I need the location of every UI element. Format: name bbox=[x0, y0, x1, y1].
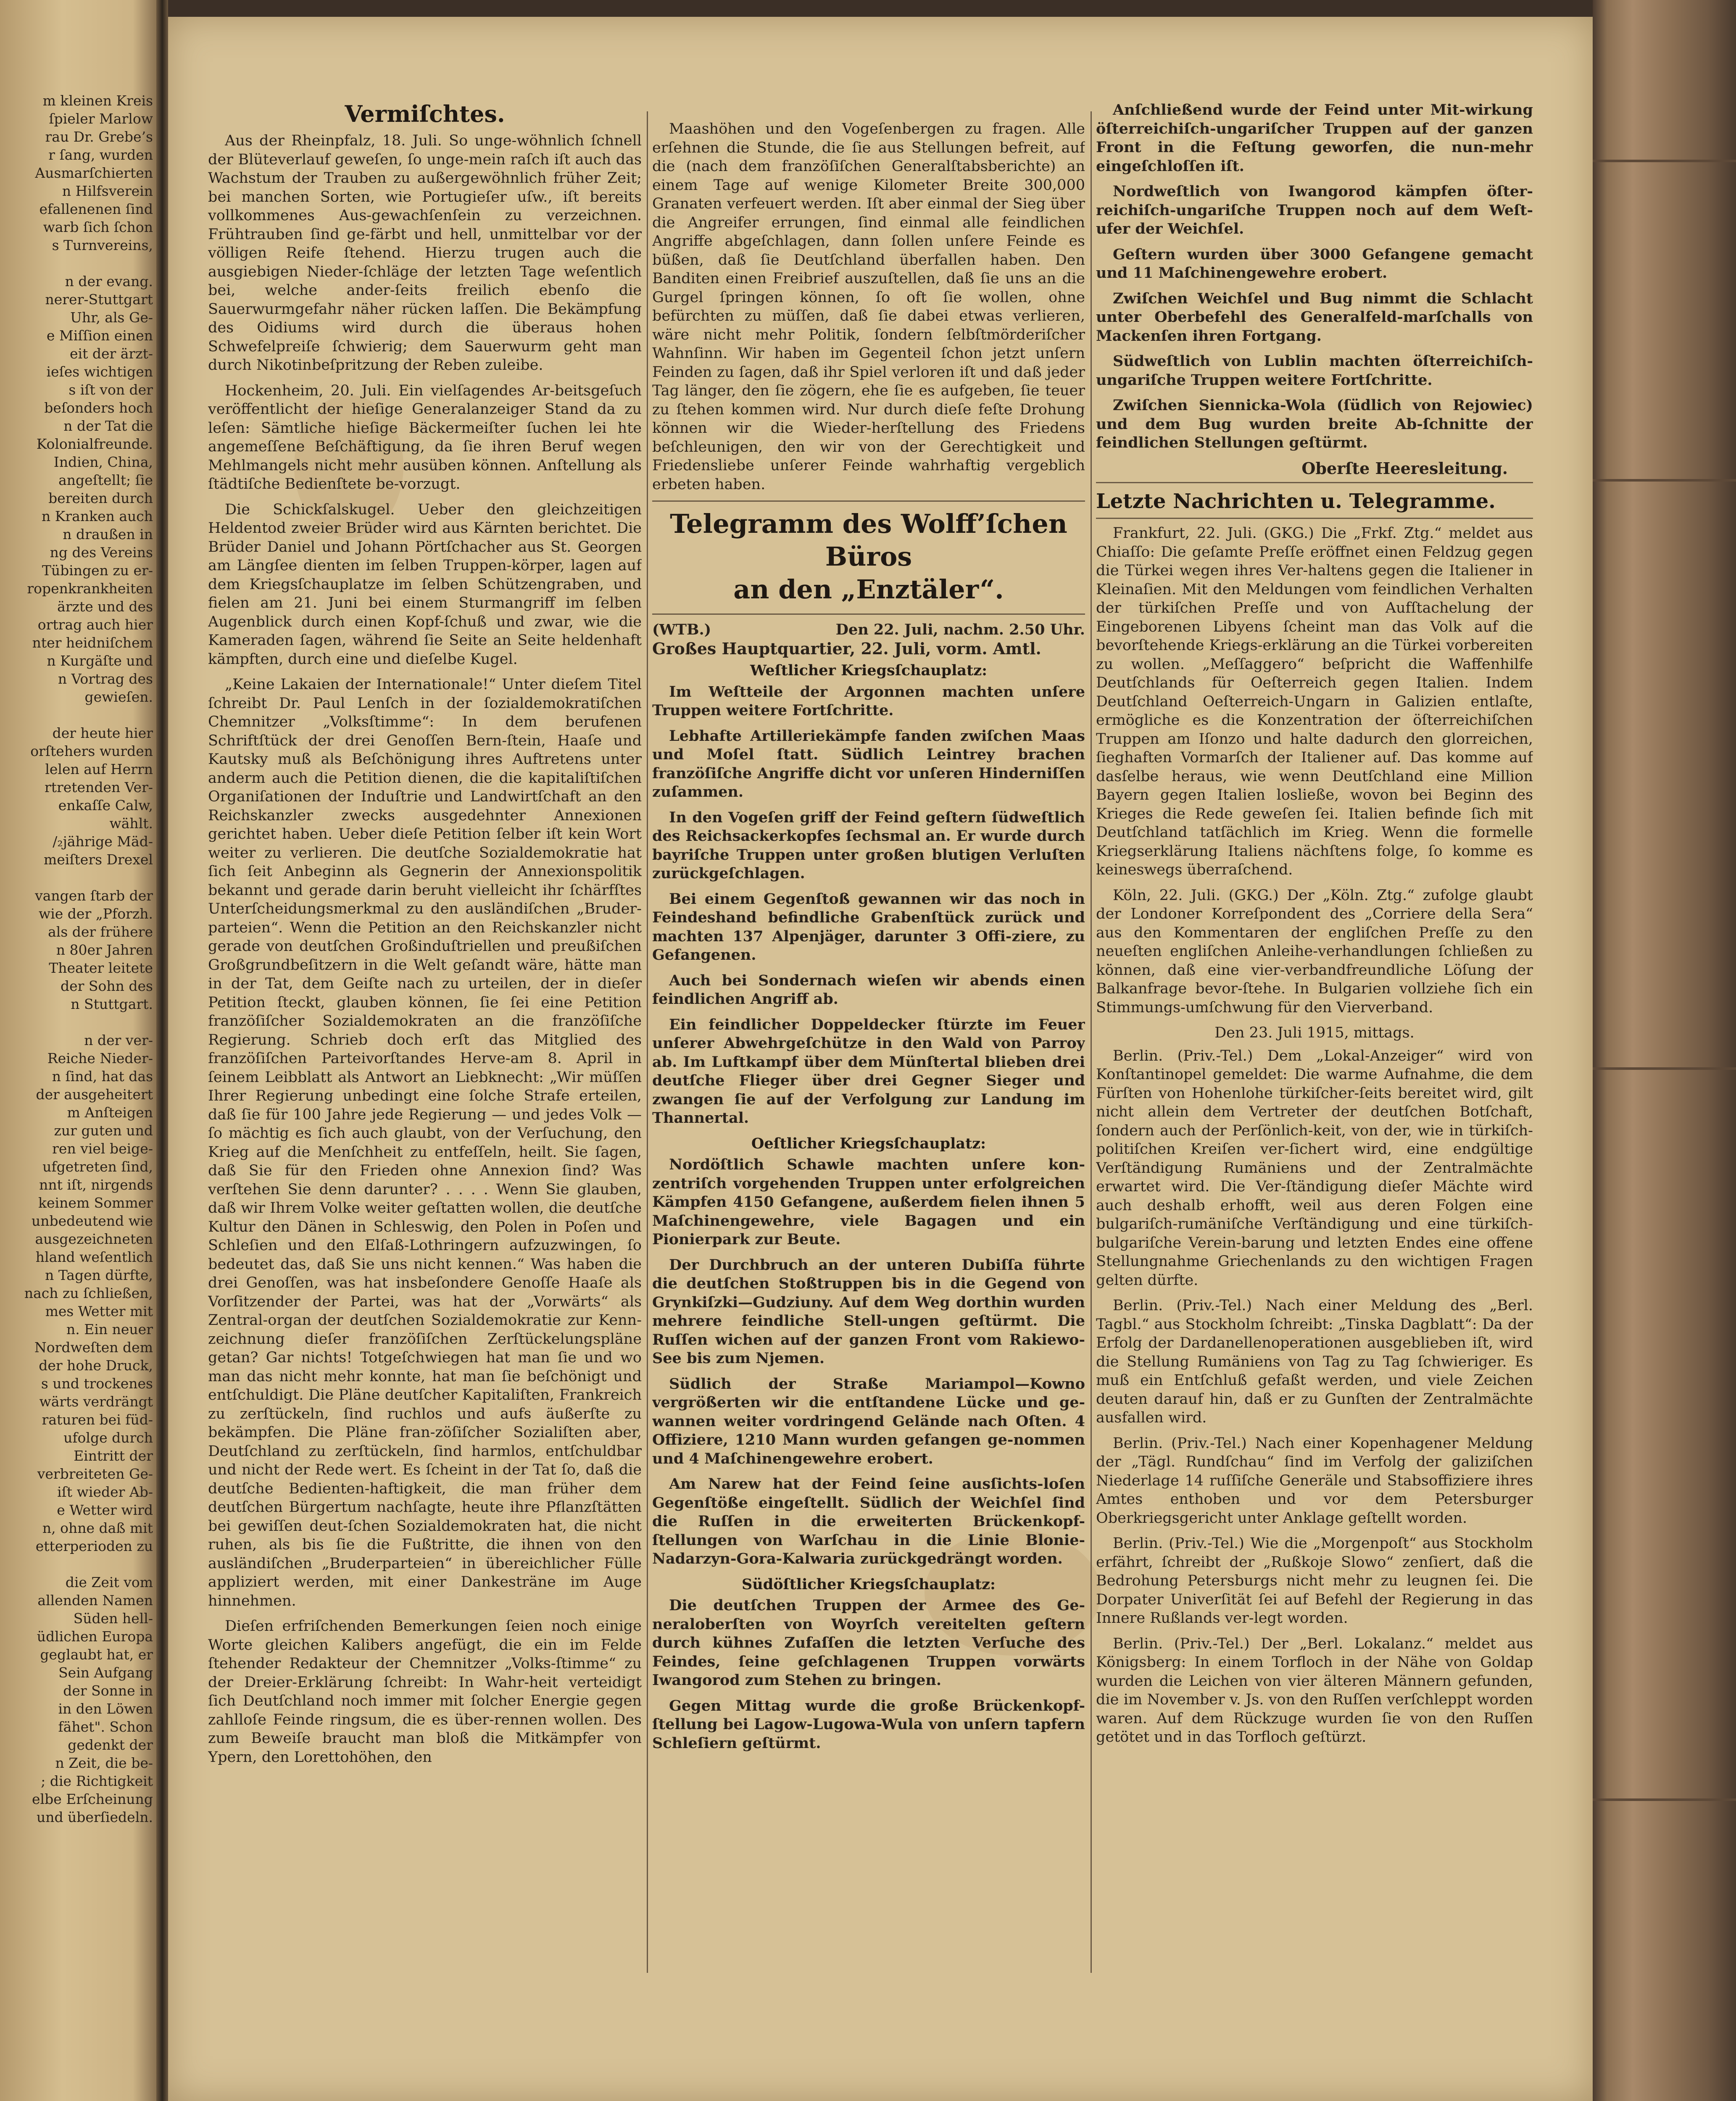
section-rule bbox=[652, 500, 1085, 502]
left-page-line: als der frühere bbox=[48, 924, 153, 940]
column-3-top-report bbox=[1096, 101, 1533, 453]
article-paragraph: Hockenheim, 20. Juli. Ein vielſagendes Ar-beitsgeſuch veröffentlicht der hieſige Generalanzeiger Stand da zu leſen: Sämtliche hieſige Bäckermeiſter ſuchen lei hte angemeſſene Beſchäftigung, da ſie ihren Beruf wegen Mehlmangels nicht mehr ausüben können. Anſtellung als ſtädtiſche Bedienſtete be-vorzugt. bbox=[208, 382, 642, 492]
left-page-line: Uhr, als Ge- bbox=[70, 309, 153, 326]
left-page-line: ausgezeichneten bbox=[35, 1231, 153, 1247]
left-page-line: meiſters Drexel bbox=[43, 851, 153, 868]
east-front-heading: Oeſtlicher Kriegsſchauplatz: bbox=[751, 1135, 986, 1152]
left-page-line bbox=[2, 254, 153, 272]
report-paragraph: Südlich der Straße Mariampol—Kowno vergrößerten wir die entſtandene Lücke und ge-wannen weiter vordringend Gelände nach Oſten. 4 Offiziere, 1210 Mann wurden gefangen ge-nommen und 4 Maſchinengewehre erobert. bbox=[652, 1375, 1085, 1467]
left-page-line: eit der ärzt- bbox=[70, 345, 153, 362]
left-page-line bbox=[2, 1013, 153, 1031]
left-page-line: m Anſteigen bbox=[67, 1104, 153, 1121]
left-page-line: raturen bei füd- bbox=[42, 1411, 153, 1428]
left-page-line: wie der „Pforzh. bbox=[38, 906, 153, 922]
left-page-line: e Wetter wird bbox=[57, 1502, 153, 1518]
spine-band bbox=[1593, 1067, 1736, 1070]
left-page-line: nerer-Stuttgart bbox=[45, 291, 153, 308]
news-paragraph: Berlin. (Priv.-Tel.) Der „Berl. Lokalanz.“ meldet aus Königsberg: In einem Torfloch in der Nähe von Goldap wurden die Leichen von vier älteren Männern gefunden, die im November v. Js. von den Ruſſen verſchleppt worden waren. Auf dem Rückzuge wurden ſie von den Ruſſen getötet und in das Torfloch geſtürzt. bbox=[1096, 1635, 1533, 1746]
left-page-line: der heute hier bbox=[52, 725, 153, 741]
left-page-line bbox=[2, 869, 153, 887]
section-rule bbox=[1096, 482, 1533, 483]
left-page-line: n. Ein neuer bbox=[66, 1321, 153, 1337]
left-page-line: und überſiedeln. bbox=[36, 1809, 153, 1825]
left-page-line: angeſtellt; ſie bbox=[58, 472, 153, 488]
left-page-line: /₂jährige Mäd- bbox=[53, 833, 153, 850]
wtb-agency: (WTB.) bbox=[652, 621, 711, 638]
left-page-line: n der Tat die bbox=[63, 418, 153, 434]
report-paragraph: Bei einem Gegenſtoß gewannen wir das noch in Feindeshand befindliche Grabenſtück zurück und machten 137 Alpenjäger, darunter 3 Offi-ziere, zu Gefangenen. bbox=[652, 890, 1085, 964]
left-page-line: s Turnvereins, bbox=[52, 237, 153, 253]
report-paragraph: Nordweſtlich von Iwangorod kämpfen öſter-reichiſch-ungariſche Truppen noch auf dem Weſt-ufer der Weichſel. bbox=[1096, 183, 1533, 237]
left-page-line: Indien, China, bbox=[53, 454, 153, 470]
book-gutter bbox=[156, 0, 168, 2101]
report-paragraph: Der Durchbruch an der unteren Dubiſſa führte die deutſchen Stoßtruppen bis in die Gegend von Grynkiſzki—Gudziuny. Auf dem Weg dorthin wurden mehrere feindliche Stell-ungen geſtürmt. Die Ruſſen wichen auf der ganzen Front vom Rakiewo-See bis zum Njemen. bbox=[652, 1256, 1085, 1367]
left-page-line: n Tagen dürfte, bbox=[45, 1267, 153, 1283]
left-page-line: wählt. bbox=[109, 815, 153, 832]
left-page-line: n Vortrag des bbox=[58, 671, 153, 687]
latest-news-body bbox=[1096, 524, 1533, 1017]
left-page-line: n Kurgäſte und bbox=[47, 653, 153, 669]
article-paragraph: Die Schickſalskugel. Ueber den gleichzeitigen Heldentod zweier Brüder wird aus Kärnten berichtet. Die Brüder Daniel und Johann Pörtſchacher aus St. Georgen am Längſee dienten im ſelben Truppen-körper, lagen auf dem Kriegsſchauplatze im ſelben Schützengraben, und fielen am 21. Juni bei einem Sturmangriff im ſelben Augenblick durch einen Kopf-ſchuß und zwar, wie die Kameraden ſagen, während ſie Seite an Seite heldenhaft kämpften, durch eine und dieſelbe Kugel. bbox=[208, 501, 642, 668]
left-page-fragment bbox=[0, 0, 156, 2101]
left-page-line: Ausmarſchierten bbox=[35, 165, 153, 181]
report-paragraph: Im Weſtteile der Argonnen machten unſere Truppen weitere Fortſchritte. bbox=[652, 683, 1085, 719]
book-binding bbox=[1593, 0, 1736, 2101]
left-page-line: der ausgeheitert bbox=[36, 1086, 153, 1103]
southeast-front-heading: Südöſtlicher Kriegsſchauplatz: bbox=[742, 1575, 996, 1593]
left-page-line: e Miſſion einen bbox=[46, 327, 153, 344]
column-1-body bbox=[208, 132, 642, 1767]
left-page-line: n der ver- bbox=[84, 1032, 153, 1048]
left-page-line: ng des Vereins bbox=[50, 544, 153, 561]
southeast-front-report bbox=[652, 1596, 1085, 1753]
report-paragraph: Ein feindlicher Doppeldecker ſtürzte im Feuer unſerer Abwehrgeſchütze in den Wald von Parroy ab. Im Luftkampf über dem Münſtertal blieben drei deutſche Flieger über drei Gegner Sieger und zwangen ſie auf der Verfolgung zur Landung im Thannertal. bbox=[652, 1016, 1085, 1127]
left-page-line: nach zu ſchließen, bbox=[24, 1285, 153, 1301]
report-paragraph: Zwiſchen Siennicka-Wola (ſüdlich von Rejowiec) und dem Bug wurden breite Ab-ſchnitte der feindlichen Stellungen geſtürmt. bbox=[1096, 397, 1533, 451]
left-page-line bbox=[2, 1555, 153, 1573]
left-page-line: warb ſich ſchon bbox=[43, 219, 153, 235]
column-divider bbox=[647, 111, 648, 1973]
report-paragraph: Südweſtlich von Lublin machten öſterreichiſch-ungariſche Truppen weitere Fortſchritte. bbox=[1096, 353, 1533, 389]
headquarters-line: Großes Hauptquartier, 22. Juli, vorm. Amtl. bbox=[652, 639, 1041, 658]
wtb-time: Den 22. Juli, nachm. 2.50 Uhr. bbox=[835, 621, 1085, 638]
left-page-line: n Stuttgart. bbox=[71, 996, 153, 1012]
left-page-line: Theater leitete bbox=[49, 960, 153, 976]
news-paragraph: Frankfurt, 22. Juli. (GKG.) Die „Frkf. Ztg.“ meldet aus Chiaſſo: Die geſamte Preſſe eröffnet einen Feldzug gegen die Türkei wegen ihres Ver-haltens gegen die Italiener in Kleinaſien. Mit den Meldungen vom feindlichen Verhalten der türkiſchen Preſſe und von Aufſtachelung der Eingeborenen Libyens ſcheint man das Volk auf die bevorſtehende Kriegs-erklärung an die Türkei vorbereiten zu wollen. „Meſſaggero“ beſpricht die Waffenhilfe Deutſchlands für Oeſterreich gegen Italien. Indem Deutſchland Oeſterreich-Ungarn in Galizien entlaſte, ermögliche es die Konzentration der öſterreichiſchen Truppen am Iſonzo und halte dadurch den glorreichen, ſieghaften Vormarſch der Italiener auf. Das komme auf dasſelbe heraus, wie wenn Deutſchland eine Million Bayern gegen Italien losließe, wovon bei Beginn des Krieges die Rede geweſen ſei. Italien befinde ſich mit Deutſchland tatſächlich im Krieg. Wenn die formelle Kriegserklärung Italiens nächſtens folge, ſo komme es keineswegs überraſchend. bbox=[1096, 525, 1533, 878]
left-page-line: unbedeutend wie bbox=[31, 1213, 153, 1229]
section-heading-vermischtes: Vermiſchtes. bbox=[345, 100, 505, 127]
report-paragraph: Lebhafte Artilleriekämpfe fanden zwiſchen Maas und Moſel ſtatt. Südlich Leintrey brachen franzöſiſche Angriffe dicht vor unſeren Hinderniſſen zuſammen. bbox=[652, 727, 1085, 800]
left-page-line: zur guten und bbox=[54, 1122, 153, 1139]
news-paragraph: Köln, 22. Juli. (GKG.) Der „Köln. Ztg.“ zufolge glaubt der Londoner Korreſpondent des „Corriere della Sera“ aus den Kommentaren der engliſchen Preſſe zu den neueſten engliſchen Anleihe-verhandlungen ſchließen zu können, daß eine vier-verbandfreundliche Löſung der Balkanfrage bevor-ſtehe. In Bulgarien vollziehe ſich ein Stimmungs-umſchwung für den Vierverband. bbox=[1096, 887, 1533, 1016]
left-page-line: die Zeit vom bbox=[65, 1574, 153, 1590]
left-page-line: bereiten durch bbox=[48, 490, 153, 506]
left-page-line: n draußen in bbox=[63, 526, 153, 542]
east-front-report bbox=[652, 1156, 1085, 1569]
left-page-line: vangen ſtarb der bbox=[35, 887, 153, 904]
left-page-line: nter heidniſchem bbox=[32, 635, 153, 651]
left-page-line: enkaſſe Calw, bbox=[58, 797, 153, 814]
report-paragraph: Auch bei Sondernach wieſen wir abends einen feindlichen Angriff ab. bbox=[652, 972, 1085, 1008]
article-paragraph: Aus der Rheinpfalz, 18. Juli. So unge-wöhnlich ſchnell der Blüteverlauf geweſen, ſo unge-mein raſch iſt auch das Wachstum der Trauben zu außergewöhnlich früher Zeit; bei manchen Sorten, wie Portugieſer uſw., iſt bereits vollkommenes Aus-gewachſenſein zu verzeichnen. Frühtrauben ſind ge-färbt und hell, unmittelbar vor der völligen Reife ſtehend. Hierzu trugen auch die ausgiebigen Nieder-ſchläge der letzten Tage weſentlich bei, welche ander-ſeits freilich ebenſo die Sauerwurmgefahr näher rücken laſſen. Die Bekämpfung des Oidiums wird durch die überaus hohen Schwefelpreiſe ſchwierig; dem Sauerwurm geht man durch Nikotinbeſpritzung der Reben zuleibe. bbox=[208, 132, 642, 374]
left-page-line: Kolonialfreunde. bbox=[36, 436, 153, 452]
left-page-line: fähet". Schon bbox=[58, 1719, 153, 1735]
spine-band bbox=[1593, 1798, 1736, 1801]
telegram-heading: Telegramm des Wolff’ſchen Büros bbox=[670, 508, 1067, 572]
left-page-line: der Sonne in bbox=[63, 1682, 153, 1699]
left-page-line: n, ohne daß mit bbox=[42, 1520, 153, 1536]
report-paragraph: Gegen Mittag wurde die große Brückenkopf-ſtellung bei Lagow-Lugowa-Wula von unſern tapfern Schleſiern geſtürmt. bbox=[652, 1697, 1085, 1752]
left-page-line: Sein Aufgang bbox=[58, 1664, 153, 1681]
article-paragraph: Dieſen erfriſchenden Bemerkungen ſeien noch einige Worte gleichen Kalibers angefügt, die ein im Felde ſtehender Redakteur der Chemnitzer „Volks-ſtimme“ zu der Dreier-Erklärung ſchreibt: In Wahr-heit verteidigt ſich Deutſchland noch immer mit ſolcher Energie gegen zahlloſe Feinde ringsum, die es über-rennen wollen. Des zum Beweiſe braucht man bloß die Mitkämpfer von Ypern, den Lorettohöhen, den bbox=[208, 1618, 642, 1766]
spine-band bbox=[1593, 160, 1736, 162]
telegram-subheading: an den „Enztäler“. bbox=[733, 574, 1004, 605]
column-divider bbox=[1091, 111, 1092, 1973]
report-paragraph: Geſtern wurden über 3000 Gefangene gemacht und 11 Maſchinengewehre erobert. bbox=[1096, 245, 1533, 282]
left-page-text bbox=[2, 92, 153, 1826]
latest-news-heading: Letzte Nachrichten u. Telegramme. bbox=[1096, 490, 1496, 513]
left-page-line: r ſang, wurden bbox=[48, 147, 153, 163]
left-page-line: geglaubt hat, er bbox=[40, 1646, 153, 1663]
section-rule bbox=[652, 613, 1085, 615]
left-page-line: efallenenen ſind bbox=[39, 201, 153, 217]
left-page-line: n Kranken auch bbox=[41, 508, 153, 524]
left-page-line: verbreiteten Ge- bbox=[37, 1466, 153, 1482]
left-page-line: lelen auf Herrn bbox=[45, 761, 153, 777]
left-page-line: ufgetreten ſind, bbox=[42, 1158, 153, 1175]
left-page-line: n ſind, hat das bbox=[52, 1068, 153, 1085]
left-page-line: iſt wieder Ab- bbox=[57, 1484, 153, 1500]
left-page-line: ren viel beige- bbox=[52, 1140, 153, 1157]
left-page-line: keinem Sommer bbox=[38, 1195, 153, 1211]
left-page-line: ärzte und des bbox=[57, 598, 153, 615]
left-page-line: ; die Richtigkeit bbox=[41, 1773, 153, 1789]
report-paragraph: Die deutſchen Truppen der Armee des Ge-neraloberſten von Woyrſch vereitelten geſtern durch kühnes Zufaſſen die letzten Verſuche des Feindes, ſeine geſchlagenen Truppen vorwärts Iwangorod zum Stehen zu bringen. bbox=[652, 1597, 1085, 1689]
section-rule bbox=[1096, 518, 1533, 519]
left-page-line: elbe Erſcheinung bbox=[32, 1791, 153, 1807]
column-2-top-text bbox=[652, 120, 1085, 494]
left-page-line: orſtehers wurden bbox=[30, 743, 153, 759]
left-page-line: der Sohn des bbox=[61, 978, 153, 994]
west-front-heading: Weſtlicher Kriegsſchauplatz: bbox=[750, 662, 988, 679]
left-page-line: beſonders hoch bbox=[44, 400, 153, 416]
signature-oberste-heeresleitung: Oberſte Heeresleitung. bbox=[1301, 458, 1508, 478]
left-page-line: allenden Namen bbox=[37, 1592, 153, 1609]
left-page-line bbox=[2, 706, 153, 724]
news-paragraph: Berlin. (Priv.-Tel.) Nach einer Meldung des „Berl. Tagbl.“ aus Stockholm ſchreibt: „Tinska Dagblatt“: Da der Erfolg der Dardanellenoperationen ausgeblieben iſt, wird die Stellung Rumäniens von Tag zu Tag ſchwieriger. Es muß ein Entſchluß gefaßt werden, und viele Zeichen deuten darauf hin, daß er zu Gunſten der Zentralmächte ausfallen wird. bbox=[1096, 1297, 1533, 1426]
report-paragraph: Nordöſtlich Schawle machten unſere kon-zentriſch vorgehenden Truppen unter erfolgreichen Kämpfen 4150 Gefangene, außerdem fielen ihnen 5 Maſchinengewehre, viele Bagagen und ein Pionierpark zur Beute. bbox=[652, 1156, 1085, 1248]
left-page-line: Nordweſten dem bbox=[34, 1339, 153, 1356]
spine-band bbox=[1593, 479, 1736, 482]
left-page-line: Süden hell- bbox=[73, 1610, 153, 1627]
left-page-line: gewieſen. bbox=[84, 689, 153, 705]
news-paragraph: Berlin. (Priv.-Tel.) Nach einer Kopenhagener Meldung der „Tägl. Rundſchau“ ſind im Verfolg der galiziſchen Niederlage 14 ruſſiſche Generäle und Stabsoffiziere ihres Amtes enthoben und vor dem Petersburger Oberkriegsgericht unter Anklage geſtellt worden. bbox=[1096, 1435, 1533, 1527]
article-paragraph: Maashöhen und den Vogeſenbergen zu fragen. Alle erſehnen die Stunde, die ſie aus Stellungen befreit, auf die (nach dem franzöſiſchen Generalſtabsberichte) an einem Tage auf wenige Kilometer Breite 300,000 Granaten verfeuert werden. Iſt aber einmal der Sieg über die Angreifer errungen, ſind einmal alle feindlichen Angriffe abgeſchlagen, dann ſollen unſere Feinde es büßen, daß ſie Deutſchland überfallen haben. Den Banditen einen Freibrief auszuſtellen, daß ſie uns an die Gurgel ſpringen können, ſo oft ſie wollen, ohne befürchten zu müſſen, daß ſie dabei etwas verlieren, wäre nicht mehr Politik, ſondern ſelbſtmörderiſcher Wahnſinn. Wir haben im Gegenteil ſchon jetzt unſern Feinden zu ſagen, daß ihr Spiel verloren iſt und daß jeder Tag länger, den ſie zögern, ehe ſie es aufgeben, ſie teuer zu ſtehen kommen wird. Nur durch dieſe feſte Drohung können wir die Wieder-herſtellung des Friedens beſchleunigen, den wir von der Gerechtigkeit und Friedensliebe unſerer Feinde wahrhaftig vergeblich erbeten haben. bbox=[652, 121, 1085, 493]
left-page-line: der hohe Druck, bbox=[39, 1357, 153, 1374]
left-page-line: n Hilfsverein bbox=[62, 183, 153, 199]
left-page-line: rtretenden Ver- bbox=[44, 779, 153, 795]
news-date-line: Den 23. Juli 1915, mittags. bbox=[1214, 1024, 1415, 1041]
left-page-line: hland weſentlich bbox=[35, 1249, 153, 1265]
report-paragraph: In den Vogeſen griff der Feind geſtern ſüdweſtlich des Reichsackerkopfes ſechsmal an. Er wurde durch bayriſche Truppen unter großen blutigen Verluſten zurückgeſchlagen. bbox=[652, 808, 1085, 882]
left-page-line: ortrag auch hier bbox=[37, 616, 153, 633]
left-page-line: ſpieler Marlow bbox=[49, 111, 153, 127]
left-page-line: ieſes wichtigen bbox=[46, 363, 153, 380]
left-page-line: wärts verdrängt bbox=[39, 1393, 153, 1410]
left-page-line: gedenkt der bbox=[68, 1737, 153, 1753]
left-page-line: s iſt von der bbox=[68, 382, 153, 398]
left-page-line: s und trockenes bbox=[41, 1375, 153, 1392]
left-page-line: Reiche Nieder- bbox=[47, 1050, 153, 1066]
column-2 bbox=[652, 120, 1085, 2074]
report-paragraph: Am Narew hat der Feind ſeine ausſichts-loſen Gegenſtöße eingeſtellt. Südlich der Weichſel ſind die Ruſſen in die erweiterten Brückenkopf-ſtellungen von Warſchau in die Linie Blonie-Nadarzyn-Gora-Kalwaria zurückgedrängt worden. bbox=[652, 1475, 1085, 1567]
wtb-dateline bbox=[652, 621, 1085, 640]
west-front-report bbox=[652, 683, 1085, 1128]
column-3 bbox=[1096, 101, 1533, 2076]
left-page-line: üdlichen Europa bbox=[37, 1628, 153, 1645]
left-page-line: ufolge durch bbox=[63, 1430, 153, 1446]
left-page-line: m kleinen Kreis bbox=[42, 92, 153, 109]
left-page-line: n der evang. bbox=[65, 273, 153, 290]
left-page-line: rau Dr. Grebe’s bbox=[45, 129, 153, 145]
news-paragraph: Berlin. (Priv.-Tel.) Wie die „Morgenpoſt“ aus Stockholm erfährt, ſchreibt der „Rußkoje Slowo“ zenſiert, daß die Bedrohung Petersburgs nicht mehr zu leugnen ſei. Die Dorpater Univerſität ſei auf Befehl der Regierung in das Innere Rußlands ver-legt worden. bbox=[1096, 1535, 1533, 1627]
report-paragraph: Anſchließend wurde der Feind unter Mit-wirkung öſterreichiſch-ungariſcher Truppen auf der ganzen Front in die Feſtung geworfen, die nun-mehr eingeſchloſſen iſt. bbox=[1096, 101, 1533, 175]
column-1 bbox=[208, 99, 642, 2074]
report-paragraph: Zwiſchen Weichſel und Bug nimmt die Schlacht unter Oberbefehl des Generalfeld-marſchalls von Mackenſen ihren Fortgang. bbox=[1096, 290, 1533, 345]
news-paragraph: Berlin. (Priv.-Tel.) Dem „Lokal-Anzeiger“ wird von Konſtantinopel gemeldet: Die warme Aufnahme, die dem Fürſten von Hohenlohe türkiſcher-ſeits bereitet wird, gilt nicht allein dem Vertreter der deutſchen Botſchaft, ſondern auch der Perſönlich-keit, von der, wie in türkiſch-politiſchen Kreiſen ver-ſichert wird, eine endgültige Verſtändigung Rumäniens und der Zentralmächte erwartet wird. Die Ver-ſtändigung dieſer Mächte wird auch deshalb erhofft, weil aus deren Folgen eine bulgariſch-rumäniſche Verſtändigung und eine türkiſch-bulgariſche Verein-barung und letzten Endes eine offene Stellungnahme Griechenlands zu den wichtigen Fragen gelten dürfte. bbox=[1096, 1047, 1533, 1289]
left-page-line: nnt iſt, nirgends bbox=[39, 1177, 153, 1193]
left-page-line: in den Löwen bbox=[58, 1701, 153, 1717]
left-page-line: n 80er Jahren bbox=[56, 942, 153, 958]
left-page-line: n Zeit, die be- bbox=[55, 1755, 153, 1771]
newspaper-page bbox=[168, 17, 1593, 2101]
left-page-line: Eintritt der bbox=[74, 1448, 153, 1464]
left-page-line: ropenkrankheiten bbox=[27, 580, 153, 597]
latest-news-body-2 bbox=[1096, 1047, 1533, 1747]
left-page-line: etterperioden zu bbox=[35, 1538, 153, 1554]
left-page-lines bbox=[2, 92, 153, 1826]
article-paragraph: „Keine Lakaien der Internationale!“ Unter dieſem Titel ſchreibt Dr. Paul Lenſch in der ſozialdemokratiſchen Chemnitzer „Volksſtimme“: In dem berufenen Schriftſtück der drei Genoſſen Bern-ſtein, Haaſe und Kautsky muß als Beſchönigung ihres Auftretens unter anderm auch die Petition dienen, die die kapitaliſtiſchen Organiſationen der Induſtrie und Landwirtſchaft an den Reichskanzler zwecks ausgedehnter Annexionen gerichtet haben. Ueber dieſe Petition ſelber iſt kein Wort weiter zu verlieren. Die deutſche Sozialdemokratie hat ſich ſeit Anbeginn als Gegnerin der Annexionspolitik bekannt und gerade darin beruht vielleicht ihr ſchärfſtes Unterſcheidungsmerkmal zu den ausländiſchen „Bruder-parteien“. Wenn die Petition an den Reichskanzler nicht gerade von deutſchen Großinduſtriellen und preußiſchen Großgrundbeſitzern in die Welt geſandt wäre, hätte man in der Tat, dem Geiſte nach zu urteilen, der in dieſer Petition ſteckt, glauben können, ſie ſei eine Petition franzöſiſcher Sozialdemokraten an die franzöſiſche Regierung. Schrieb doch erſt das Mitglied des franzöſiſchen Parteivorſtandes Herve-am 8. April in ſeinem Leibblatt als Antwort an Liebknecht: „Wir müſſen Ihrer Regierung unbedingt eine ſolche Strafe erteilen, daß ſie für 100 Jahre jede Regierung — und jedes Volk — ſo mächtig es ſich auch glaubt, von der Verſuchung, den Krieg auf die Menſchheit zu entfeſſeln, heilt. Sie ſagen, daß Sie für den Frieden ohne Annexion ſind? Was verſtehen Sie denn darunter? . . . . Wenn Sie glauben, daß wir Ihrem Volke weiter geſtatten wollen, die deutſche Kultur den Dänen in Schleswig, den Polen in Poſen und Schleſien und den Elſaß-Lothringern aufzuzwingen, ſo bedeutet das, daß Sie uns nicht kennen.“ Was haben die drei Genoſſen, was hat insbeſondere Genoſſe Haaſe als Vorſitzender der Partei, was hat der „Vorwärts“ als Zentral-organ der deutſchen Sozialdemokratie zur Kenn-zeichnung dieſer franzöſiſchen Zerſtückelungspläne getan? Gar nichts! Totgeſchwiegen hat man ſie und wo man das nicht mehr konnte, hat man ſie beſchönigt und entſchuldigt. Die Pläne deutſcher Kapitaliſten, Frankreich zu zerſtückeln, ſind ruchlos und aufs äußerſte zu bekämpfen. Die Pläne fran-zöſiſcher Sozialiſten aber, Deutſchland zu zerſtückeln, ſind harmlos, entſchuldbar und nicht der Rede wert. Es ſcheint in der Tat ſo, daß die deutſche Bedienten-haftigkeit, die man früher dem deutſchen Bürgertum nachſagte, heute ihre Pflanzſtätten bei gewiſſen deut-ſchen Sozialdemokraten hat, die nicht ruhen, als bis ſie die Fußtritte, die ihnen von den ausländiſchen „Bruderparteien“ in übereichlicher Fülle appliziert werden, mit einer Dankesträne im Auge hinnehmen. bbox=[208, 676, 642, 1609]
left-page-line: Tübingen zu er- bbox=[42, 562, 153, 579]
left-page-line: mes Wetter mit bbox=[45, 1303, 153, 1319]
